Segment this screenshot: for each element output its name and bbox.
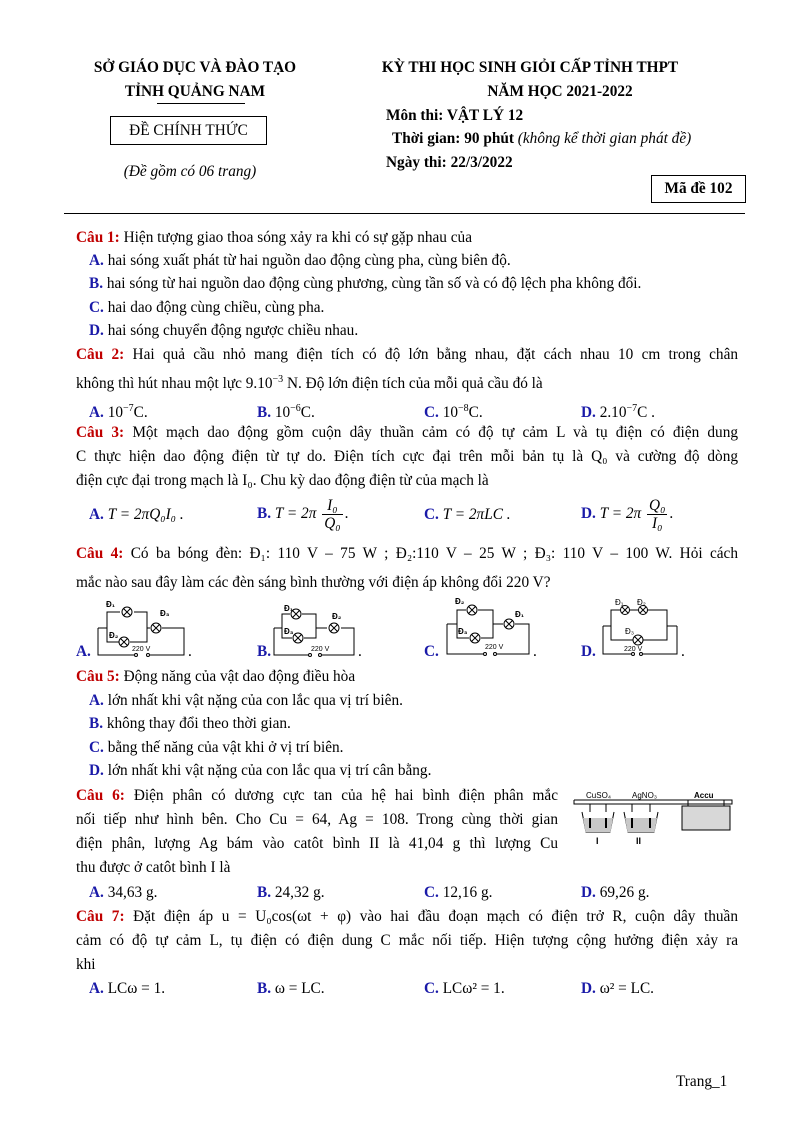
option-key: A. <box>89 404 104 422</box>
option-unit: C. <box>468 404 483 422</box>
question-text: Hai quả cầu nhỏ mang điện tích có độ lớn bằng nhau, đặt cách nhau 10 cm trong chân <box>132 346 739 363</box>
q7-option-b <box>257 977 325 1000</box>
circuit-a-diagram <box>92 598 188 660</box>
question-6-cont3: thu được ở catôt bình I là <box>76 859 231 876</box>
option-text: 10 <box>274 404 291 422</box>
question-text: Đặt điện áp u = U₀cos(ωt + φ) vào hai đầu đoạn mạch có điện trở R, cuộn dây thuần <box>133 908 738 925</box>
option-text: 24,32 g. <box>274 884 325 901</box>
fraction-denominator: Q₀ <box>324 514 341 532</box>
q7-option-d <box>581 977 654 1000</box>
question-text: Có ba bóng đèn: Đ₁: 110 V – 75 W ; Đ₂:110 V – 25 W ; Đ₃: 110 V – 100 W. Hỏi cách <box>130 545 738 562</box>
option-text: T = 2π <box>274 505 317 522</box>
lamp-label: Đ₁ <box>615 598 624 607</box>
option-text: LCω² = 1. <box>442 980 505 997</box>
q1-option-a <box>89 249 511 272</box>
question-7 <box>76 905 738 928</box>
question-6-cont: nối tiếp như hình bên. Cho Cu = 64, Ag = 108. Trong cùng thời gian <box>76 811 558 828</box>
option-key: B. <box>89 275 104 292</box>
question-2-cont <box>76 368 738 395</box>
question-text: Hiện tượng giao thoa sóng xảy ra khi có sự gặp nhau của <box>123 229 472 246</box>
q1-option-c <box>89 296 324 319</box>
option-key: A. <box>89 506 104 523</box>
lamp-label: Đ₂ <box>332 612 342 621</box>
lamp-label: Đ₂ <box>455 597 465 606</box>
fraction-numerator: I₀ <box>322 497 342 515</box>
option-key: D. <box>89 762 104 779</box>
exam-date: Ngày thi: 22/3/2022 <box>386 154 513 171</box>
lamp-label: Đ₃ <box>160 609 170 618</box>
option-text: lớn nhất khi vật nặng của con lắc qua vị trí biên. <box>107 692 403 709</box>
fraction-denominator: I₀ <box>652 514 663 532</box>
option-key: B. <box>257 980 272 997</box>
lamp-label: Đ₂ <box>637 598 646 607</box>
option-key: C. <box>424 404 439 422</box>
fraction-numerator: Q₀ <box>649 496 666 514</box>
option-text: 2.10 <box>599 404 627 422</box>
lamp-icon <box>504 619 514 629</box>
exponent: −6 <box>290 403 301 414</box>
exponent: −7 <box>626 403 638 414</box>
voltage-label: 220 V <box>485 644 504 651</box>
option-key: D. <box>581 980 596 997</box>
lamp-icon <box>467 605 477 615</box>
question-label: Câu 5: <box>76 668 120 685</box>
q6-option-a <box>89 881 157 904</box>
exam-time-note: (không kể thời gian phát đề) <box>517 130 692 147</box>
question-6-cont2: điện phân, lượng Ag bám vào catôt bình II là 41,04 g thì lượng Cu <box>76 835 558 852</box>
question-text: N. Độ lớn điện tích của mỗi quả cầu đó là <box>283 375 543 393</box>
header-divider <box>64 213 745 214</box>
question-7-cont2: khi <box>76 956 96 973</box>
option-key: B. <box>257 884 272 901</box>
question-4-cont: mắc nào sau đây làm các đèn sáng bình thường với điện áp không đổi 220 V? <box>76 574 551 591</box>
question-3-cont: C thực hiện dao động điện từ tự do. Điện tích cực đại trên mỗi bản tụ là Q₀ và cường độ dòng <box>76 448 738 465</box>
option-key: C. <box>424 884 439 901</box>
lamp-icon <box>293 633 303 643</box>
cell-2-number: II <box>636 836 642 846</box>
electrolysis-diagram <box>570 788 738 850</box>
option-text: 69,26 g. <box>599 884 650 901</box>
option-unit: C. <box>133 404 148 422</box>
circuit-d-diagram <box>597 596 681 660</box>
q6-option-c <box>424 881 492 904</box>
option-text: 34,63 g. <box>107 884 158 901</box>
option-key: C. <box>89 299 104 316</box>
option-text: lớn nhất khi vật nặng của con lắc qua vị trí cân bằng. <box>107 762 432 779</box>
question-5 <box>76 665 738 688</box>
question-label: Câu 7: <box>76 908 125 925</box>
option-text: bằng thế năng của vật khi ở vị trí biên. <box>107 739 344 756</box>
lamp-icon <box>633 635 643 645</box>
cell-1-number: I <box>596 836 599 846</box>
q7-option-a <box>89 977 165 1000</box>
q4-option-c-key: C. <box>424 643 439 660</box>
separator-dot: . <box>358 643 362 660</box>
official-badge: ĐỀ CHÍNH THỨC <box>110 116 267 145</box>
q3-option-b <box>257 494 348 534</box>
q5-option-d <box>89 759 431 782</box>
option-text: 10 <box>107 404 123 422</box>
option-key: D. <box>581 884 596 901</box>
voltage-label: 220 V <box>624 646 643 653</box>
option-text: T = 2πLC . <box>442 506 511 523</box>
question-4 <box>76 542 738 565</box>
lamp-icon <box>470 633 480 643</box>
exponent: −7 <box>123 403 134 414</box>
option-text: hai sóng chuyển động ngược chiều nhau. <box>107 322 359 339</box>
exam-time <box>392 127 691 151</box>
exponent: −8 <box>458 403 469 414</box>
cell-2-label: AgNO₃ <box>632 791 658 800</box>
option-key: C. <box>424 506 439 523</box>
lamp-label: Đ₃ <box>284 627 294 636</box>
cell-1-label: CuSO₄ <box>586 791 612 800</box>
option-text: không thay đổi theo thời gian. <box>106 715 291 732</box>
lamp-icon <box>122 607 132 617</box>
option-text: hai sóng từ hai nguồn dao động cùng phương, cùng tần số và có độ lệch pha không đổi. <box>106 275 642 292</box>
question-label: Câu 3: <box>76 424 125 441</box>
pages-note: (Đề gồm có 06 trang) <box>123 163 257 180</box>
battery-icon <box>682 806 730 830</box>
question-3-cont2: điện cực đại trong mạch là I₀. Chu kỳ dao động điện từ của mạch là <box>76 472 489 489</box>
circuit-c-diagram <box>441 594 533 660</box>
q6-option-d <box>581 881 649 904</box>
school-year: NĂM HỌC 2021-2022 <box>487 83 633 100</box>
lamp-label: Đ₁ <box>515 610 525 619</box>
separator-dot: . <box>681 643 685 660</box>
subject: Môn thi: VẬT LÝ 12 <box>386 107 524 124</box>
exam-time-label: Thời gian: 90 phút <box>392 130 514 147</box>
q5-option-b <box>89 712 291 735</box>
option-key: A. <box>89 980 104 997</box>
option-key: D. <box>581 404 596 422</box>
q1-option-b <box>89 272 641 295</box>
question-text: Một mạch dao động gồm cuộn dây thuần cảm có độ tự cảm L và tụ điện có điện dung <box>132 424 738 441</box>
option-key: C. <box>424 980 439 997</box>
exam-code: Mã đề 102 <box>651 175 746 203</box>
q4-option-a-key: A. <box>76 643 91 660</box>
question-6 <box>76 784 558 807</box>
question-label: Câu 6: <box>76 787 125 804</box>
option-text: LCω = 1. <box>107 980 166 997</box>
option-unit: C. <box>300 404 315 422</box>
q4-option-b-key: B. <box>257 643 272 660</box>
lamp-label: Đ₁ <box>284 604 294 613</box>
option-text: 12,16 g. <box>442 884 493 901</box>
question-label: Câu 1: <box>76 229 120 246</box>
option-text: ω² = LC. <box>599 980 655 997</box>
question-text: Điện phân có dương cực tan của hệ hai bình điện phân mắc <box>133 787 559 804</box>
option-key: A. <box>89 692 104 709</box>
option-key: D. <box>581 505 596 522</box>
question-2 <box>76 343 738 366</box>
lamp-label: Đ₁ <box>106 600 116 609</box>
q6-option-b <box>257 881 325 904</box>
separator-dot: . <box>188 643 192 660</box>
q4-option-d-key: D. <box>581 643 596 660</box>
battery-label: Accu <box>694 791 714 800</box>
question-7-cont: cảm có độ tự cảm L, tụ điện có điện dung C mắc nối tiếp. Hiện tượng cộng hưởng điện xảy ra <box>76 932 738 949</box>
voltage-label: 220 V <box>311 646 330 653</box>
lamp-label: Đ₃ <box>625 627 635 636</box>
option-text: hai sóng xuất phát từ hai nguồn dao động cùng pha, cùng biên độ. <box>107 252 511 269</box>
option-suffix: . <box>344 505 349 522</box>
q1-option-d <box>89 319 358 342</box>
q3-option-d <box>581 494 673 534</box>
circuit-b-diagram <box>268 598 358 660</box>
question-text: không thì hút nhau một lực 9.10 <box>76 375 273 393</box>
option-suffix: . <box>669 505 674 522</box>
page-number: Trang_1 <box>676 1073 728 1090</box>
exponent: −3 <box>272 374 284 385</box>
question-label: Câu 4: <box>76 545 124 562</box>
option-text: T = 2πQ₀I₀ . <box>107 506 184 523</box>
option-text: ω = LC. <box>274 980 325 997</box>
option-text: 10 <box>442 404 458 422</box>
question-text: Động năng của vật dao động điều hòa <box>123 668 356 685</box>
q5-option-c <box>89 736 343 759</box>
department-name: SỞ GIÁO DỤC VÀ ĐÀO TẠO <box>93 59 297 76</box>
option-key: D. <box>89 322 104 339</box>
q3-option-c <box>424 503 511 526</box>
option-text: T = 2π <box>599 505 642 522</box>
option-key: A. <box>89 252 104 269</box>
option-text: hai dao động cùng chiều, cùng pha. <box>107 299 325 316</box>
lamp-icon <box>151 623 161 633</box>
lamp-label: Đ₂ <box>109 631 119 640</box>
option-key: B. <box>89 715 104 732</box>
option-key: A. <box>89 884 104 901</box>
lamp-icon <box>329 623 339 633</box>
question-3 <box>76 421 738 444</box>
q3-option-a <box>89 503 184 526</box>
exam-title: KỲ THI HỌC SINH GIỎI CẤP TỈNH THPT <box>381 59 679 76</box>
option-key: B. <box>257 404 272 422</box>
option-unit: C . <box>637 404 655 422</box>
lamp-icon <box>119 637 129 647</box>
province-underline <box>157 103 245 104</box>
separator-dot: . <box>533 643 537 660</box>
province-name: TỈNH QUẢNG NAM <box>124 83 266 100</box>
option-key: B. <box>257 505 272 522</box>
option-key: C. <box>89 739 104 756</box>
question-label: Câu 2: <box>76 346 125 363</box>
q5-option-a <box>89 689 403 712</box>
q7-option-c <box>424 977 505 1000</box>
question-1 <box>76 226 738 249</box>
voltage-label: 220 V <box>132 646 151 653</box>
lamp-label: Đ₃ <box>458 627 468 636</box>
